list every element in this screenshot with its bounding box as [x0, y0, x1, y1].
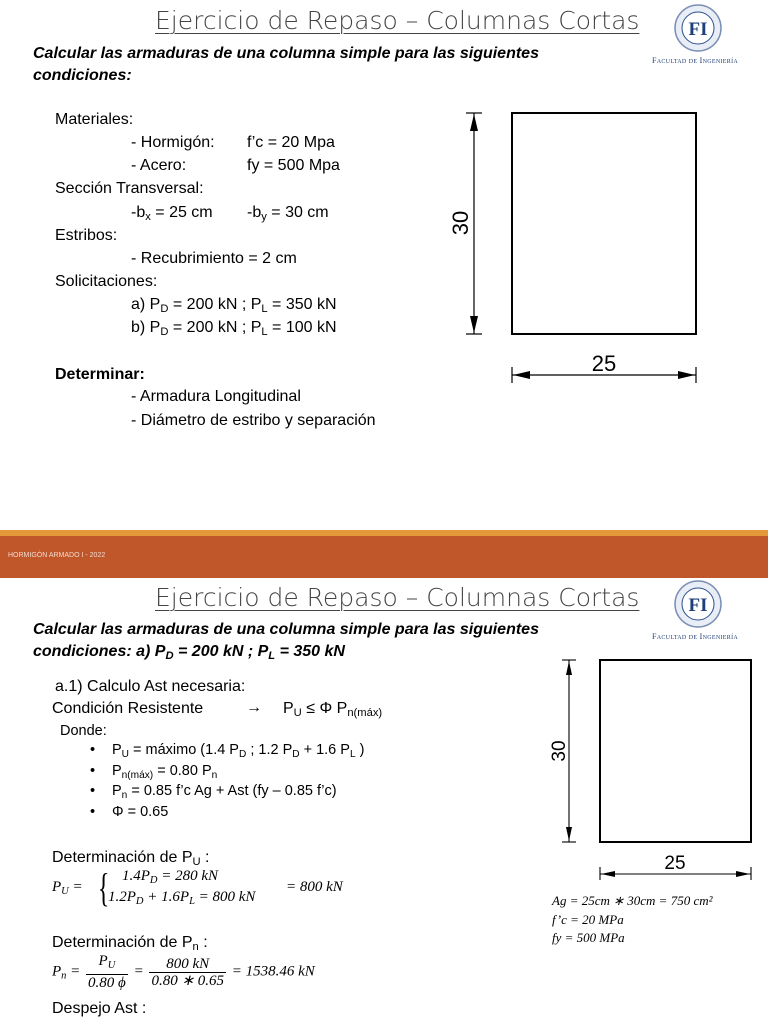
footer-band [0, 536, 768, 578]
materiales-heading: Materiales: [55, 111, 134, 128]
despejo-heading: Despejo Ast : [52, 1000, 147, 1017]
slide2-subtitle-line2: condiciones: a) $P_D = 200$ kN ; $P_L = 350$ kN [33, 643, 345, 662]
faculty-logo-2 [668, 580, 728, 632]
determinar-item-1: - Armadura Longitudinal [131, 388, 301, 405]
determinar-heading: Determinar: [55, 366, 145, 383]
seccion-heading: Sección Transversal: [55, 180, 204, 197]
pn-equation: $P_n$ = $\frac{P_U}{0.80 \phi}$ = $\frac{800 kN}{0.80 ∗ 0.65}$ = 1538.46 kN [52, 953, 315, 991]
width-dim-label: 25 [664, 853, 686, 874]
acero-value: fy = 500 Mpa [247, 157, 340, 174]
bullet-pn: • $P_n = 0.85$ f’c Ag + Ast (fy – 0.85 f’c) [90, 783, 337, 801]
height-arrow-bottom [470, 316, 478, 333]
donde-label: Donde: [60, 723, 107, 739]
footer-band-text: HORMIGÓN ARMADO I - 2022 [8, 552, 106, 559]
hormigon-value: f’c = 20 Mpa [247, 134, 335, 151]
bullet-pnmax: • $P_{n(máx)} = 0.80$ $P_n$ [90, 763, 218, 781]
logo-letters: FI [688, 19, 708, 40]
height-dim-label: 30 [549, 740, 570, 762]
condicion-label: Condición Resistente [52, 700, 204, 717]
height-arrow-bottom [566, 827, 572, 841]
section-rectangle [512, 113, 696, 334]
bullet-phi: • Φ = 0.65 [90, 804, 169, 820]
section-drawing-1 [440, 105, 710, 390]
width-arrow-left [513, 371, 530, 379]
det-pn-heading: Determinación de $P_n$ : [52, 934, 208, 953]
bullet-pu: • $P_U$ = máximo (1.4 $P_D$ ; 1.2 $P_D + 1.6$ $P_L$ ) [90, 742, 365, 760]
bx-value: $-b_x = 25$ cm [131, 204, 213, 223]
recubrimiento-value: - Recubrimiento = 2 cm [131, 250, 297, 267]
slide2-subtitle-line1: Calcular las armaduras de una columna simple para las siguientes [33, 621, 539, 638]
slide1-title: Ejercicio de Repaso – Columnas Cortas [155, 6, 640, 35]
section-rectangle [600, 660, 751, 842]
faculty-caption-2: Facultad de Ingeniería [652, 632, 739, 641]
width-arrow-right [678, 371, 695, 379]
hormigon-label: - Hormigón: [131, 134, 215, 151]
logo-letters: FI [688, 595, 708, 616]
condicion-arrow-icon: → [246, 699, 262, 716]
a1-heading: a.1) Calculo Ast necesaria: [55, 678, 246, 695]
det-pu-heading: Determinación de $P_U$ : [52, 849, 210, 868]
height-dim-label: 30 [448, 210, 473, 236]
case-a: a) $P_D = 200$ kN ; $P_L = 350$ kN [131, 296, 337, 315]
by-value: $-b_y = 30$ cm [247, 204, 329, 223]
slide2-title: Ejercicio de Repaso – Columnas Cortas [155, 583, 640, 612]
width-dim-label: 25 [591, 351, 617, 376]
condicion-expr: $P_U \le \Phi$ $P_{n(máx)}$ [283, 700, 383, 719]
width-arrow-right [736, 871, 750, 877]
pu-brace: { [97, 865, 110, 910]
slide1-subtitle-line1: Calcular las armaduras de una columna simple para las siguientes [33, 45, 539, 62]
slide1-subtitle-line2: condiciones: [33, 67, 132, 84]
slide1-subtitle [33, 43, 593, 87]
faculty-seal-icon [668, 580, 728, 632]
height-arrow-top [566, 661, 572, 675]
ag-value: Ag = 25cm ∗ 30cm = 750 cm² [552, 893, 713, 908]
width-arrow-left [601, 871, 615, 877]
acero-label: - Acero: [131, 157, 187, 174]
faculty-seal-icon [668, 4, 728, 56]
height-arrow-top [470, 114, 478, 131]
faculty-logo [668, 4, 728, 56]
solicitaciones-heading: Solicitaciones: [55, 273, 158, 290]
fc-value: f’c = 20 MPa [552, 912, 624, 927]
case-b: b) $P_D = 200$ kN ; $P_L = 100$ kN [131, 319, 337, 338]
slide2-subtitle [33, 619, 603, 667]
determinar-item-2: - Diámetro de estribo y separación [131, 412, 376, 429]
faculty-caption: Facultad de Ingeniería [652, 56, 739, 65]
estribos-heading: Estribos: [55, 227, 118, 244]
section-drawing-2 [545, 656, 760, 881]
fy-value: fy = 500 MPa [552, 930, 625, 945]
